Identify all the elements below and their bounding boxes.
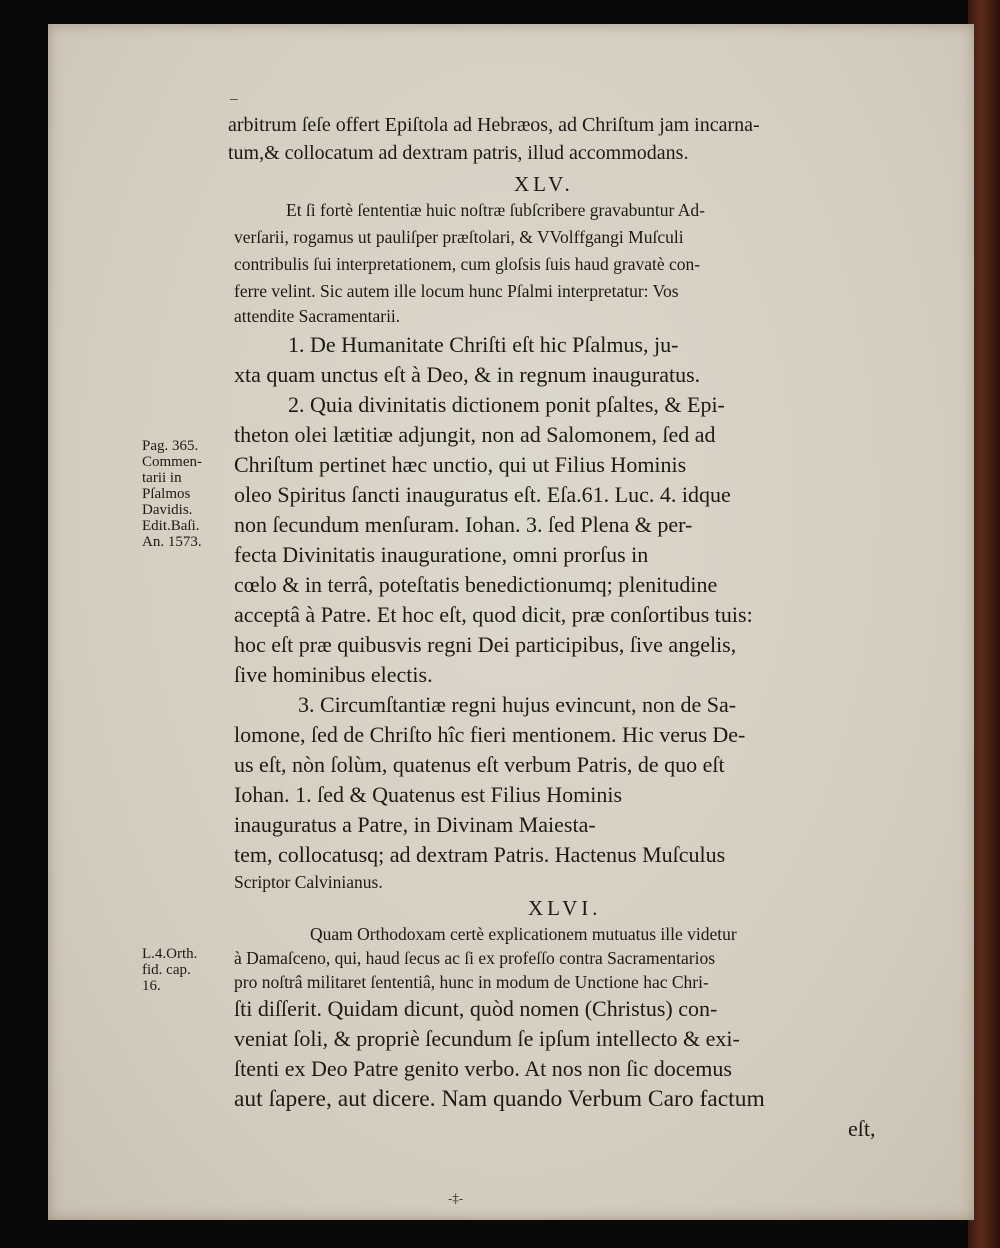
text-line: verſarii, rogamus ut pauliſper præſtolari, & VVolffgangi Muſculi — [234, 227, 684, 247]
text-line: Et ſi fortè ſententiæ huic noſtræ ſubſcribere gravabuntur Ad- — [286, 200, 705, 220]
text-line: Quam Orthodoxam certè explicationem mutuatus ille videtur — [310, 924, 737, 944]
text-line: à Damaſceno, qui, haud ſecus ac ſi ex profeſſo contra Sacramentarios — [234, 948, 716, 968]
text-line: lomone, ſed de Chriſto hîc fieri mentionem. Hic verus De- — [234, 722, 746, 747]
text-line: contribulis ſui interpretationem, cum gloſsis ſuis haud gravatè con- — [234, 254, 701, 274]
margin-note-line: Pſalmos — [142, 486, 191, 502]
text-line: fecta Divinitatis inauguratione, omni prorſus in — [234, 542, 649, 567]
text-line: Iohan. 1. ſed & Quatenus est Filius Hominis — [234, 782, 623, 807]
margin-note-line: tarii in — [142, 470, 182, 486]
margin-note-musculus — [142, 438, 202, 550]
text-line: us eſt, nòn ſolùm, quatenus eſt verbum Patris, de quo eſt — [234, 752, 725, 777]
text-line: tum,& collocatum ad dextram patris, illud accommodans. — [228, 142, 689, 164]
section-heading-45: XLV. — [514, 172, 574, 196]
margin-note-line: Pag. 365. — [142, 438, 199, 454]
text-line: 2. Quia divinitatis dictionem ponit pſaltes, & Epi- — [288, 392, 725, 417]
text-line: ferre velint. Sic autem ille locum hunc Pſalmi interpretatur: Vos — [234, 281, 679, 301]
text-line: arbitrum ſeſe offert Epiſtola ad Hebræos, ad Chriſtum jam incarna- — [228, 114, 760, 136]
text-line: theton olei lætitiæ adjungit, non ad Salomonem, ſed ad — [234, 422, 716, 447]
text-line: ſive hominibus electis. — [234, 662, 433, 687]
margin-note-line: Commen- — [142, 454, 202, 470]
book-page — [48, 24, 974, 1220]
section-heading-46: XLVI. — [528, 896, 602, 920]
page-content — [48, 24, 974, 1220]
text-line: Scriptor Calvinianus. — [234, 872, 383, 892]
text-line: veniat ſoli, & propriè ſecundum ſe ipſum intellecto & exi- — [234, 1026, 740, 1051]
margin-note-line: Edit.Baſi. — [142, 518, 200, 534]
page-top-mark: – — [230, 90, 238, 106]
margin-note-line: L.4.Orth. — [142, 946, 198, 962]
page-foot-mark: -‡- — [448, 1192, 464, 1207]
text-line: cœlo & in terrâ, poteſtatis benedictionumq; plenitudine — [234, 572, 718, 597]
margin-note-line: An. 1573. — [142, 534, 202, 550]
margin-note-damascenus — [142, 946, 197, 994]
margin-note-line: Davidis. — [142, 502, 193, 518]
text-line: Chriſtum pertinet hæc unctio, qui ut Filius Hominis — [234, 452, 687, 477]
text-line: tem, collocatusq; ad dextram Patris. Hactenus Muſculus — [234, 842, 726, 867]
text-line: xta quam unctus eſt à Deo, & in regnum inauguratus. — [234, 362, 701, 387]
margin-note-line: fid. cap. — [142, 962, 191, 978]
text-line: attendite Sacramentarii. — [234, 306, 401, 326]
text-line: 1. De Humanitate Chriſti eſt hic Pſalmus, ju- — [288, 332, 679, 357]
text-line: hoc eſt præ quibusvis regni Dei participibus, ſive angelis, — [234, 632, 737, 657]
text-line: non ſecundum menſuram. Iohan. 3. ſed Plena & per- — [234, 512, 693, 537]
text-line: eſt, — [848, 1116, 876, 1141]
text-line: inauguratus a Patre, in Divinam Maiesta- — [234, 812, 596, 837]
text-line: 3. Circumſtantiæ regni hujus evincunt, non de Sa- — [298, 692, 737, 717]
text-line: oleo Spiritus ſancti inauguratus eſt. Eſa.61. Luc. 4. idque — [234, 482, 731, 507]
text-line: ſtenti ex Deo Patre genito verbo. At nos non ſic docemus — [234, 1056, 732, 1081]
text-line: acceptâ à Patre. Et hoc eſt, quod dicit, præ conſortibus tuis: — [234, 602, 753, 627]
text-line: aut ſapere, aut dicere. Nam quando Verbum Caro factum — [234, 1086, 765, 1112]
margin-note-line: 16. — [142, 978, 161, 994]
text-line: pro noſtrâ militaret ſententiâ, hunc in modum de Unctione hac Chri- — [234, 972, 709, 992]
text-line: ſti diſſerit. Quidam dicunt, quòd nomen (Christus) con- — [234, 996, 718, 1021]
